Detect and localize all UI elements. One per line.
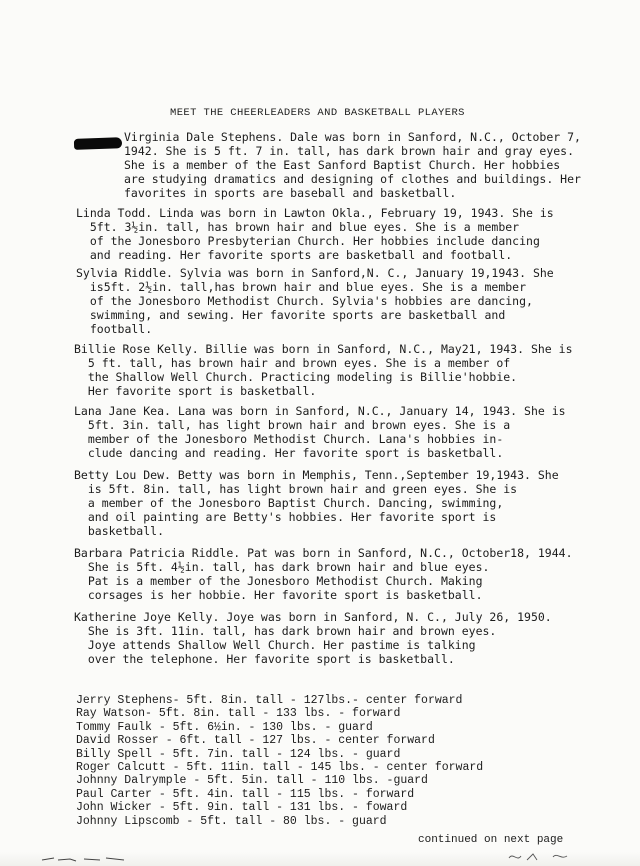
bio-line: She is 3ft. 11in. tall, has dark brown hair and brown eyes.: [74, 624, 497, 638]
bio-line: Sylvia Riddle. Sylvia was born in Sanford,N. C., January 19,1943. She: [76, 266, 554, 280]
bio-paragraph-2: [76, 206, 554, 262]
bio-line: 1942. She is 5 ft. 7 in. tall, has dark brown hair and gray eyes.: [124, 144, 575, 158]
bio-line: Lana Jane Kea. Lana was born in Sanford, N.C., January 14, 1943. She is: [74, 404, 566, 418]
bio-paragraph-4: [74, 342, 573, 398]
bio-line: She is 5ft. 4½in. tall, has dark brown hair and blue eyes.: [74, 560, 490, 574]
bio-line: is5ft. 2½in. tall,has brown hair and blue eyes. She is a member: [76, 280, 527, 294]
bio-paragraph-5: [74, 404, 566, 460]
redaction-mark: [74, 137, 122, 150]
bio-paragraph-3: [76, 266, 554, 336]
player-row: Tommy Faulk - 5ft. 6½in. - 130 lbs. - guard: [76, 720, 373, 734]
player-row: Billy Spell - 5ft. 7in. tall - 124 lbs. - guard: [76, 747, 401, 761]
bio-line: corsages is her hobbie. Her favorite sport is basketball.: [74, 588, 483, 602]
bio-line: 5ft. 3in. tall, has light brown hair and brown eyes. She is a: [74, 418, 511, 432]
bio-line: swimming, and sewing. Her favorite sports are basketball and: [76, 308, 506, 322]
bio-paragraph-8: [74, 610, 552, 666]
player-row: Jerry Stephens- 5ft. 8in. tall - 127lbs.- center forward: [76, 694, 463, 707]
bio-line: Barbara Patricia Riddle. Pat was born in Sanford, N.C., October18, 1944.: [74, 546, 573, 560]
player-row: Johnny Dalrymple - 5ft. 5in. tall - 110 lbs. -guard: [76, 774, 428, 788]
bio-line: She is a member of the East Sanford Baptist Church. Her hobbies: [124, 158, 561, 172]
bio-line: 5 ft. tall, has brown hair and brown eyes. She is a member of: [74, 356, 511, 370]
page-title: MEET THE CHEERLEADERS AND BASKETBALL PLAYERS: [170, 107, 465, 119]
bio-line: Katherine Joye Kelly. Joye was born in Sanford, N. C., July 26, 1950.: [74, 610, 552, 624]
player-row: Ray Watson- 5ft. 8in. tall - 133 lbs. - forward: [76, 707, 401, 721]
bio-line: of the Jonesboro Methodist Church. Sylvia's hobbies are dancing,: [76, 294, 533, 308]
bio-paragraph-7: [74, 546, 573, 602]
bio-line: Virginia Dale Stephens. Dale was born in Sanford, N.C., October 7,: [124, 130, 581, 144]
bio-line: Her favorite sport is basketball.: [74, 384, 317, 398]
player-row: Roger Calcutt - 5ft. 11in. tall - 145 lbs. - center forward: [76, 761, 484, 775]
bio-paragraph-1: [124, 130, 581, 200]
bio-line: a member of the Jonesboro Baptist Church. Dancing, swimming,: [74, 496, 504, 510]
bio-line: is 5ft. 8in. tall, has light brown hair and green eyes. She is: [74, 482, 518, 496]
player-row: Johnny Lipscomb - 5ft. tall - 80 lbs. - guard: [76, 814, 387, 828]
bio-line: of the Jonesboro Presbyterian Church. Her hobbies include dancing: [76, 234, 540, 248]
player-row: David Rosser - 6ft. tall - 127 lbs. - center forward: [76, 734, 435, 748]
bio-line: 5ft. 3½in. tall, has brown hair and blue eyes. She is a member: [76, 220, 520, 234]
bio-line: Billie Rose Kelly. Billie was born in Sanford, N.C., May21, 1943. She is: [74, 342, 573, 356]
bio-line: basketball.: [74, 524, 165, 538]
bio-line: are studying dramatics and designing of clothes and buildings. Her: [124, 172, 581, 186]
bio-line: Joye attends Shallow Well Church. Her pastime is talking: [74, 638, 476, 652]
bio-line: over the telephone. Her favorite sport is basketball.: [74, 652, 455, 666]
margin-scrawl-mark: [40, 854, 130, 864]
bio-line: the Shallow Well Church. Practicing modeling is Billie'hobbie.: [74, 370, 518, 384]
bio-line: and reading. Her favorite sports are basketball and football.: [76, 248, 513, 262]
bio-line: Betty Lou Dew. Betty was born in Memphis, Tenn.,September 19,1943. She: [74, 468, 559, 482]
bio-line: football.: [76, 322, 153, 336]
bio-line: Pat is a member of the Jonesboro Methodist Church. Making: [74, 574, 483, 588]
bio-line: Linda Todd. Linda was born in Lawton Okla., February 19, 1943. She is: [76, 206, 554, 220]
players-roster: [76, 694, 483, 828]
continued-note: continued on next page: [418, 834, 564, 846]
handwritten-scrawl: [505, 848, 575, 864]
bio-line: and oil painting are Betty's hobbies. Her favorite sport is: [74, 510, 497, 524]
bio-line: member of the Jonesboro Methodist Church. Lana's hobbies in-: [74, 432, 504, 446]
bio-paragraph-6: [74, 468, 559, 538]
player-row: Paul Carter - 5ft. 4in. tall - 115 lbs. - forward: [76, 787, 415, 801]
bio-line: clude dancing and reading. Her favorite sport is basketball.: [74, 446, 504, 460]
bio-line: favorites in sports are baseball and basketball.: [124, 186, 457, 200]
player-row: John Wicker - 5ft. 9in. tall - 131 lbs. - foward: [76, 801, 408, 815]
